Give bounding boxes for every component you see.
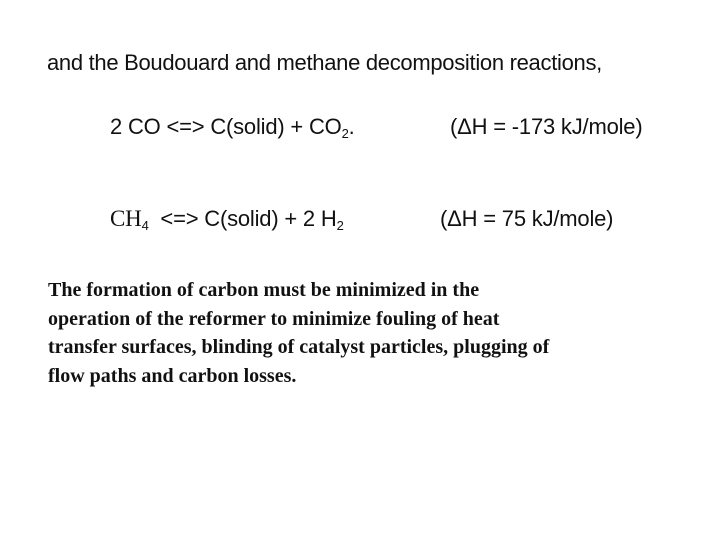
reaction-2-enthalpy: (ΔH = 75 kJ/mole): [440, 206, 614, 231]
subscript: 4: [141, 218, 149, 233]
intro-text: and the Boudouard and methane decomposition reactions,: [47, 50, 602, 75]
methane-formula: CH: [110, 206, 142, 231]
subscript: 2: [341, 126, 349, 141]
reaction-1-period: .: [348, 114, 355, 139]
subscript: 2: [336, 218, 344, 233]
reaction-1-enthalpy: (ΔH = -173 kJ/mole): [450, 114, 643, 139]
boudouard-reaction: [110, 114, 355, 141]
methane-decomposition-reaction: [110, 206, 344, 233]
paragraph-line: flow paths and carbon losses.: [48, 364, 297, 387]
paragraph-line: The formation of carbon must be minimized in the: [48, 279, 480, 301]
reaction-2-equation: <=> C(solid) + 2 H: [148, 206, 337, 231]
explanation-paragraph: [48, 276, 688, 390]
paragraph-line: transfer surfaces, blinding of catalyst particles, plugging of: [48, 336, 550, 358]
reaction-1-equation: 2 CO <=> C(solid) + CO: [110, 114, 342, 139]
paragraph-line: operation of the reformer to minimize fouling of heat: [48, 307, 500, 330]
